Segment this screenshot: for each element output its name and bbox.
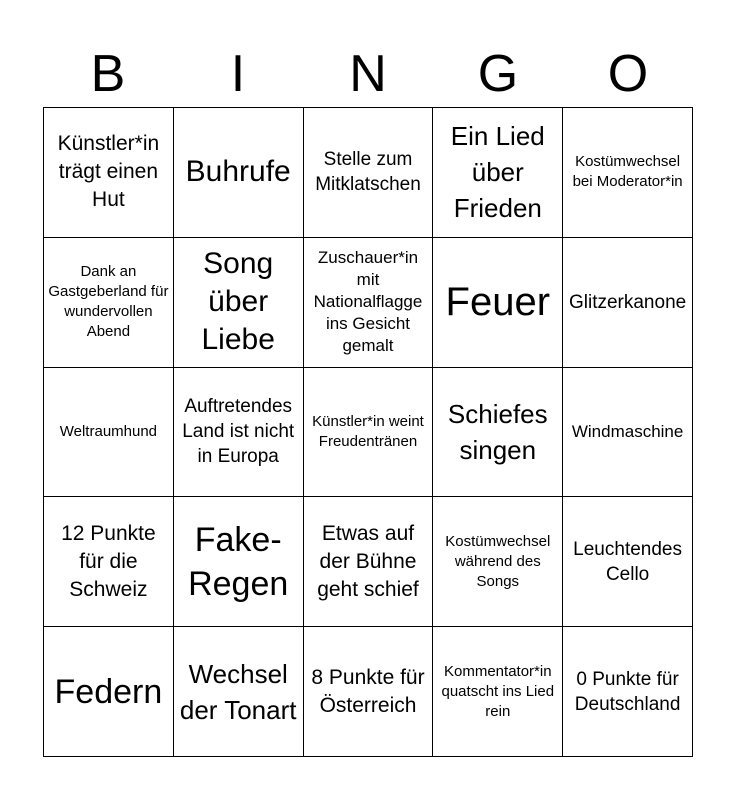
bingo-cell[interactable]: Auftretendes Land ist nicht in Europa — [174, 368, 304, 498]
bingo-cell[interactable]: Federn — [44, 627, 174, 757]
bingo-cell[interactable]: Künstler*in trägt einen Hut — [44, 108, 174, 238]
bingo-cell[interactable]: Ein Lied über Frieden — [433, 108, 563, 238]
bingo-cell[interactable]: Dank an Gastgeberland für wundervollen Abend — [44, 238, 174, 368]
bingo-grid — [43, 107, 693, 757]
bingo-cell[interactable]: 12 Punkte für die Schweiz — [44, 497, 174, 627]
header-letter-n: N — [349, 45, 387, 103]
header-letter-b: B — [90, 45, 126, 103]
bingo-cell[interactable]: Zuschauer*in mit Nationalflagge ins Gesicht gemalt — [304, 238, 434, 368]
bingo-cell[interactable]: Song über Liebe — [174, 238, 304, 368]
header-letter-g: G — [477, 45, 519, 103]
bingo-cell[interactable]: Kommentator*in quatscht ins Lied rein — [433, 627, 563, 757]
bingo-cell[interactable]: Wechsel der Tonart — [174, 627, 304, 757]
bingo-cell[interactable]: Feuer — [433, 238, 563, 368]
bingo-cell[interactable]: Windmaschine — [563, 368, 693, 498]
bingo-cell[interactable]: Glitzerkanone — [563, 238, 693, 368]
bingo-cell[interactable]: Weltraumhund — [44, 368, 174, 498]
bingo-cell[interactable]: Leuchtendes Cello — [563, 497, 693, 627]
bingo-cell[interactable]: Etwas auf der Bühne geht schief — [304, 497, 434, 627]
bingo-cell[interactable]: 8 Punkte für Österreich — [304, 627, 434, 757]
bingo-cell[interactable]: 0 Punkte für Deutschland — [563, 627, 693, 757]
bingo-header — [43, 40, 693, 108]
bingo-cell[interactable]: Kostümwechsel bei Moderator*in — [563, 108, 693, 238]
bingo-cell[interactable]: Fake-Regen — [174, 497, 304, 627]
bingo-cell[interactable]: Schiefes singen — [433, 368, 563, 498]
bingo-cell[interactable]: Kostümwechsel während des Songs — [433, 497, 563, 627]
header-letter-o: O — [607, 45, 649, 103]
bingo-cell[interactable]: Künstler*in weint Freudentränen — [304, 368, 434, 498]
bingo-cell[interactable]: Buhrufe — [174, 108, 304, 238]
header-letter-i: I — [230, 45, 246, 103]
bingo-cell[interactable]: Stelle zum Mitklatschen — [304, 108, 434, 238]
